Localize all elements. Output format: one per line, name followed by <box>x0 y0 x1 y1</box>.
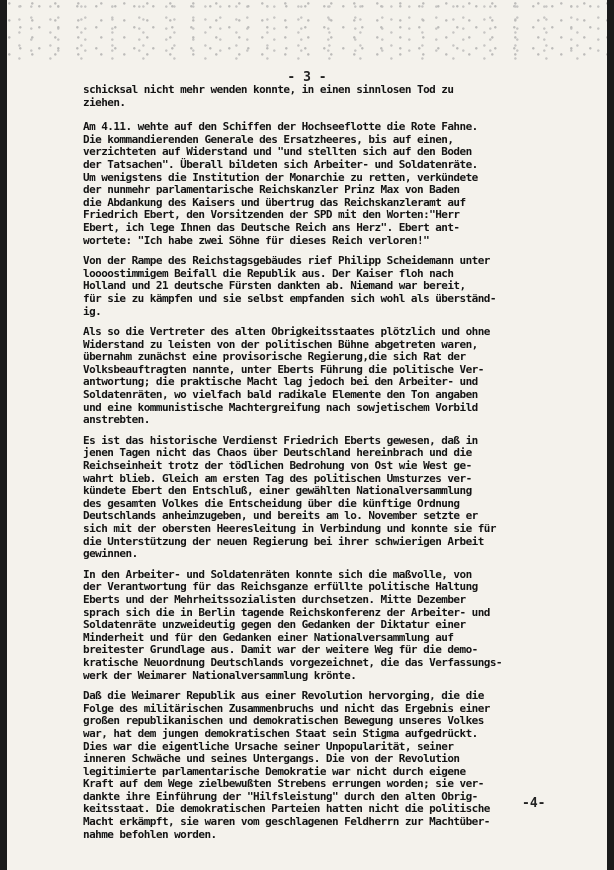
next-page-marker: -4- <box>522 796 546 811</box>
page-number: - 3 - <box>287 70 327 85</box>
paragraph-4: Als so die Vertreter des alten Obrigkeitsstaates plötzlich und ohne Widerstand zu leisten von der politischen Bühne abgetreten waren, übernahm zunächst eine provisorische Regierung,die sich Rat der Volksbeauftragten nannte, unter Eberts Führung die politische Ver- antwortung; die praktische Macht lag jedoch bei den Arbeiter- und Soldatenräten, wo vielfach bald radikale Elemente den Ton angaben und eine kommunistische Machtergreifung nach sowjetischem Vorbild anstrebten. <box>83 325 490 427</box>
document-page <box>7 0 607 870</box>
paragraph-7: Daß die Weimarer Republik aus einer Revolution hervorging, die die Folge des militärischen Zusammenbruchs und nicht das Ergebnis einer großen republikanischen und demokratischen Bewegung unseres Volkes war, hat dem jungen demokratischen Staat sein Stigma aufgedrückt. Dies war die eigentliche Ursache seiner Unpopularität, seiner inneren Schwäche und seines Untergangs. Die von der Revolution legitimierte parlamentarische Demokratie war nicht durch eigene Kraft auf dem Wege zielbewußten Strebens errungen worden; sie ver- dankte ihre Einführung der "Hilfsleistung" durch den alten Obrig- keitsstaat. Die demokratischen Parteien hatten nicht die politische Macht erkämpft, sie waren vom geschlagenen Feldherrn zur Machtüber- nahme befohlen worden. <box>83 689 490 841</box>
paragraph-2: Am 4.11. wehte auf den Schiffen der Hochseeflotte die Rote Fahne. Die kommandierenden Generale des Ersatzheeres, bis auf einen, verzichteten auf Widerstand und "und stellten sich auf den Boden der Tatsachen". Überall bildeten sich Arbeiter- und Soldatenräte. Um wenigstens die Institution der Monarchie zu retten, verkündete der nunmehr parlamentarische Reichskanzler Prinz Max von Baden die Abdankung des Kaisers und übertrug das Reichskanzleramt auf Friedrich Ebert, den Vorsitzenden der SPD mit den Worten:"Herr Ebert, ich lege Ihnen das Deutsche Reich ans Herz". Ebert ant- wortete: "Ich habe zwei Söhne für dieses Reich verloren!" <box>83 120 478 247</box>
paragraph-3: Von der Rampe des Reichstagsgebäudes rief Philipp Scheidemann unter loooostimmigem Beifall die Republik aus. Der Kaiser floh nach Holland und 21 deutsche Fürsten dankten ab. Niemand war bereit, für sie zu kämpfen und sie selbst empfanden sich wohl als überständ- ig. <box>83 254 496 318</box>
paragraph-6: In den Arbeiter- und Soldatenräten konnte sich die maßvolle, von der Verantwortung für das Reichsganze erfüllte politische Haltung Eberts und der Mehrheitssozialisten durchsetzen. Mitte Dezember sprach sich die in Berlin tagende Reichskonferenz der Arbeiter- und Soldatenräte unzweideutig gegen den Gedanken der Diktatur einer Minderheit und für den Gedanken einer Nationalversammlung auf breitester Grundlage aus. Damit war der weitere Weg für die demo- kratische Neuordnung Deutschlands vorgezeichnet, die das Verfassungs- werk der Weimarer Nationalversammlung krönte. <box>83 567 503 682</box>
scan-noise <box>7 0 607 60</box>
paragraph-5: Es ist das historische Verdienst Friedrich Eberts gewesen, daß in jenen Tagen nicht das Chaos über Deutschland hereinbrach und die Reichseinheit trotz der tödlichen Bedrohung von Ost wie West ge- wahrt blieb. Gleich am ersten Tag des politischen Umsturzes ver- kündete Ebert den Entschluß, einer gewählten Nationalversammlung des gesamten Volkes die Entscheidung über die künftige Ordnung Deutschlands anheimzugeben, und bereits am lo. November setzte er sich mit der obersten Heeresleitung in Verbindung und konnte sie für die Unterstützung der neuen Regierung bei ihrer schwierigen Arbeit gewinnen. <box>83 433 496 561</box>
document-body <box>83 84 583 849</box>
paragraph-1: schicksal nicht mehr wenden konnte, in einen sinnlosen Tod zu ziehen. <box>83 83 454 109</box>
